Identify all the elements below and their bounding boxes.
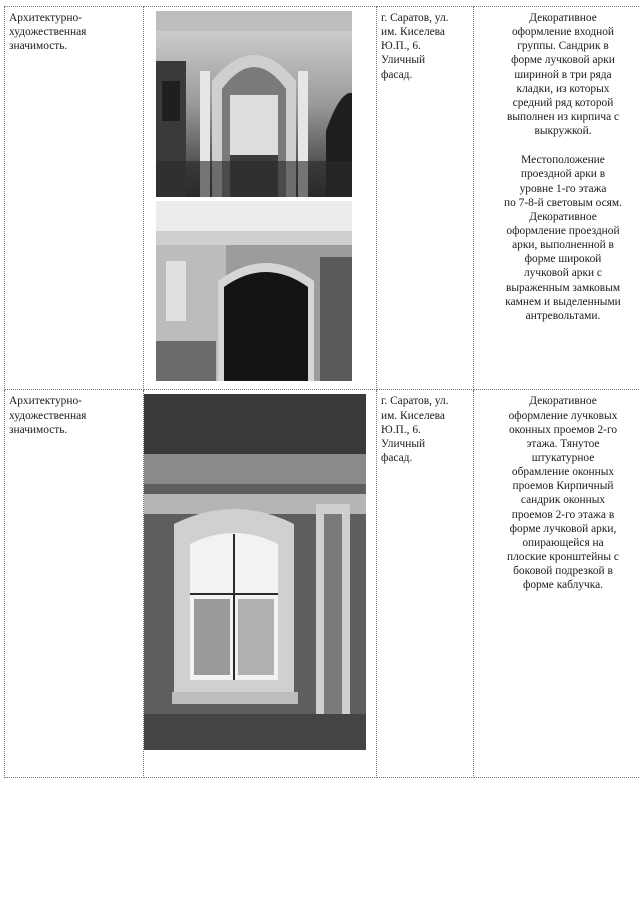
- significance-cell: [5, 390, 144, 778]
- address-text: г. Саратов, ул. им. Киселева Ю.П., 6. Уличный фасад.: [381, 12, 449, 81]
- description-paragraph: Местоположение проездной арки в уровне 1-го этажа по 7-8-й световым осям. Декоративное оформление проездной арки, выполненной в форме широкой лучковой арки с выраженным замковым камнем и выделенными антревольтами.: [504, 154, 622, 322]
- photo-window-opening: [144, 394, 366, 750]
- significance-text: Архитектурно- художественная значимость.: [9, 12, 87, 53]
- heritage-table: [4, 6, 640, 778]
- table-row: [5, 7, 640, 390]
- photo-cell: [144, 7, 377, 390]
- address-cell: [377, 390, 474, 778]
- significance-cell: [5, 7, 144, 390]
- photo-cell: [144, 390, 377, 778]
- description-cell: [474, 7, 640, 390]
- photo-driveway-arch: [156, 201, 352, 381]
- address-cell: [377, 7, 474, 390]
- significance-text: Архитектурно- художественная значимость.: [9, 395, 87, 436]
- address-text: г. Саратов, ул. им. Киселева Ю.П., 6. Уличный фасад.: [381, 395, 449, 465]
- photo-entrance-group: [156, 11, 352, 197]
- description-paragraph: Декоративное оформление лучковых оконных проемов 2-го этажа. Тянутое штукатурное обрамление оконных проемов Кирпичный сандрик оконных проемов 2-го этажа в форме лучковой арки, опирающейся на плоские кронштейны с боковой подрезкой в форме каблучка.: [507, 395, 619, 592]
- table-row: [5, 390, 640, 778]
- description-paragraph: Декоративное оформление входной группы. Сандрик в форме лучковой арки шириной в три ряда кладки, из которых средний ряд которой выполнен из кирпича с выкружкой.: [506, 12, 620, 138]
- description-cell: [474, 390, 640, 778]
